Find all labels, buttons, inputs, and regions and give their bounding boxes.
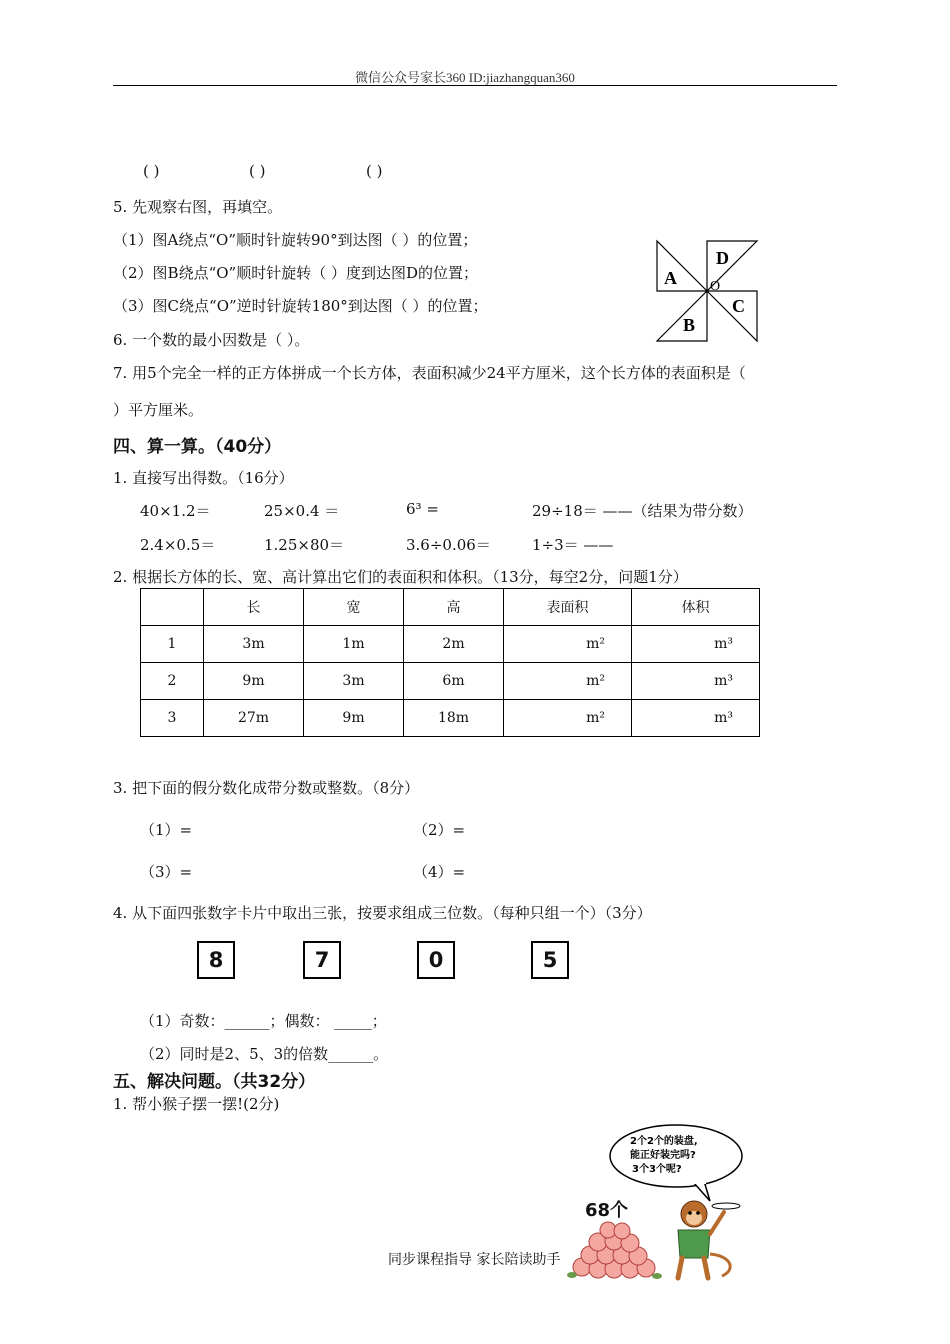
count-label: 68个 <box>585 1200 629 1221</box>
q6-text: 6. 一个数的最小因数是（ ）。 <box>113 331 310 349</box>
s4-q4-line-2: （2）同时是2、5、3的倍数______。 <box>140 1045 389 1063</box>
table-cell: 27m <box>204 700 304 737</box>
q5-intro: 5. 先观察右图，再填空。 <box>113 198 283 216</box>
s4-q2-title: 2. 根据长方体的长、宽、高计算出它们的表面积和体积。（13分，每空2分，问题1分） <box>113 568 688 586</box>
fraction-item: （2）= <box>413 821 466 839</box>
table-cell: 9m <box>304 700 404 737</box>
s4-q3-title: 3. 把下面的假分数化成带分数或整数。（8分） <box>113 779 420 797</box>
q5-line-2: （2）图B绕点“O”顺时针旋转（ ）度到达图D的位置； <box>113 264 478 282</box>
table-cell: 9m <box>204 663 304 700</box>
digit-card-7: 7 <box>303 941 341 979</box>
table-cell: 3m <box>304 663 404 700</box>
cuboid-table <box>140 588 760 737</box>
table-header: 体积 <box>632 589 760 626</box>
table-header <box>141 589 204 626</box>
table-row <box>141 626 760 663</box>
table-cell: 2m <box>404 626 504 663</box>
page-footer: 同步课程指导 家长陪读助手 <box>388 1252 561 1268</box>
table-cell: m³ <box>632 700 760 737</box>
pinwheel-figure <box>650 236 762 344</box>
digit-card-0: 0 <box>417 941 455 979</box>
answer-blank-2: ( ) <box>249 162 266 180</box>
calc-item: 40×1.2＝ <box>140 502 211 520</box>
q7-line-1: 7. 用5个完全一样的正方体拼成一个长方体，表面积减少24平方厘米，这个长方体的表面积是（ <box>113 364 746 382</box>
q5-line-1: （1）图A绕点“O”顺时针旋转90°到达图（ ）的位置； <box>113 231 478 249</box>
calc-item: 2.4×0.5＝ <box>140 536 216 554</box>
table-cell: 1 <box>141 626 204 663</box>
fraction-item: （4）= <box>413 863 466 881</box>
monkey-illustration <box>666 1194 752 1284</box>
table-header: 高 <box>404 589 504 626</box>
bubble-line-2: 能正好装完吗? <box>630 1150 696 1161</box>
calc-item: 6³ = <box>406 500 439 518</box>
table-cell: 3 <box>141 700 204 737</box>
bubble-line-3: 3个3个呢? <box>632 1164 682 1175</box>
fraction-item: （3）= <box>140 863 193 881</box>
fraction-item: （1）= <box>140 821 193 839</box>
speech-bubble <box>606 1123 750 1203</box>
label-o: O <box>710 279 721 294</box>
calc-item: 29÷18＝ ——（结果为带分数） <box>532 502 753 520</box>
table-cell: m² <box>504 663 632 700</box>
table-cell: m³ <box>632 663 760 700</box>
label-b: B <box>683 315 696 335</box>
calc-item: 25×0.4 ＝ <box>264 502 340 520</box>
table-header: 表面积 <box>504 589 632 626</box>
label-d: D <box>716 248 729 268</box>
bubble-line-1: 2个2个的装盘, <box>630 1136 698 1147</box>
digit-card-5: 5 <box>531 941 569 979</box>
q7-line-2: ）平方厘米。 <box>113 401 204 419</box>
table-cell: 2 <box>141 663 204 700</box>
answer-blank-3: ( ) <box>366 162 383 180</box>
table-row <box>141 663 760 700</box>
table-cell: 18m <box>404 700 504 737</box>
label-c: C <box>732 296 745 316</box>
table-cell: 6m <box>404 663 504 700</box>
table-cell: m² <box>504 626 632 663</box>
calc-item: 1÷3＝ —— <box>532 536 614 554</box>
calc-item: 1.25×80＝ <box>264 536 345 554</box>
calc-item: 3.6÷0.06＝ <box>406 536 491 554</box>
table-header: 宽 <box>304 589 404 626</box>
table-cell: 1m <box>304 626 404 663</box>
table-cell: m² <box>504 700 632 737</box>
section-4-title: 四、算一算。（40分） <box>113 437 282 457</box>
triangle-b <box>657 291 707 341</box>
table-row <box>141 700 760 737</box>
peach-pile-illustration <box>562 1221 672 1281</box>
answer-blank-1: ( ) <box>143 162 160 180</box>
s4-q4-line-1: （1）奇数：______；偶数： _____； <box>140 1012 387 1030</box>
header-rule <box>113 85 837 86</box>
s5-q1-text: 1. 帮小猴子摆一摆!(2分) <box>113 1095 280 1113</box>
q5-line-3: （3）图C绕点“O”逆时针旋转180°到达图（ ）的位置； <box>113 297 488 315</box>
section-5-title: 五、解决问题。（共32分） <box>113 1072 316 1092</box>
digit-card-8: 8 <box>197 941 235 979</box>
s4-q4-title: 4. 从下面四张数字卡片中取出三张，按要求组成三位数。（每种只组一个）（3分） <box>113 904 652 922</box>
s4-q1-title: 1. 直接写出得数。（16分） <box>113 469 294 487</box>
table-header-row <box>141 589 760 626</box>
table-header: 长 <box>204 589 304 626</box>
table-cell: m³ <box>632 626 760 663</box>
table-cell: 3m <box>204 626 304 663</box>
page-header: 微信公众号家长360 ID:jiazhangquan360 <box>355 70 575 85</box>
label-a: A <box>664 268 677 288</box>
